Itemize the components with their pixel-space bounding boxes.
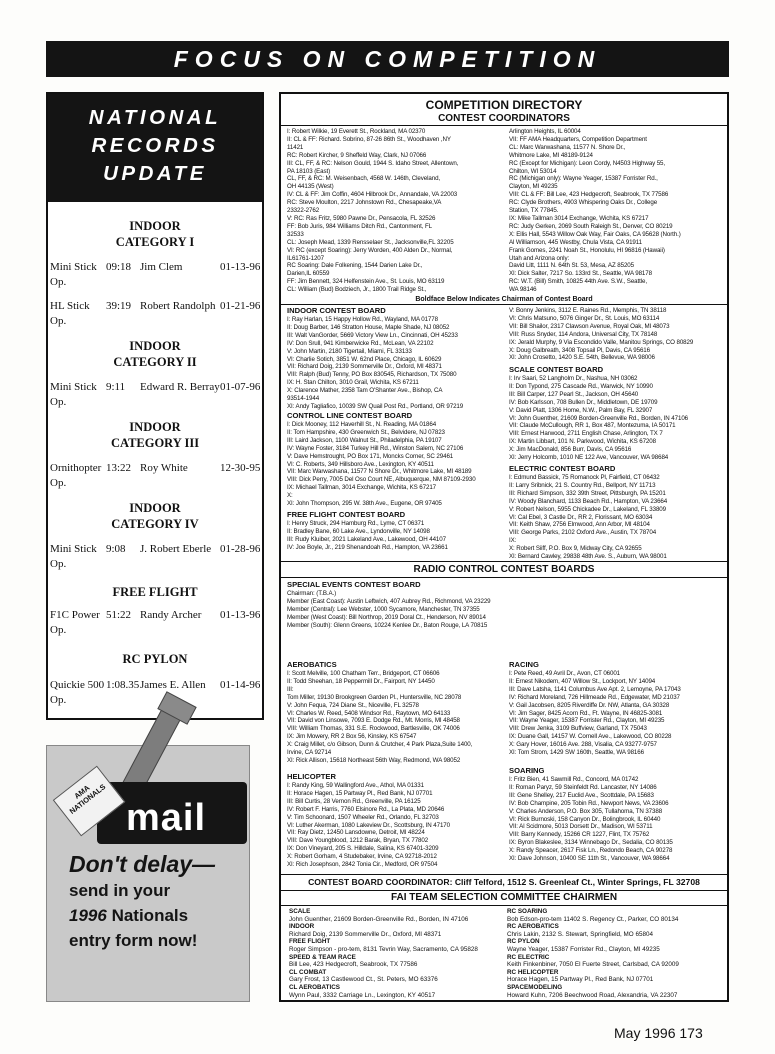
divider xyxy=(281,905,727,906)
directory-entry: II: Larry Sribnick, 21 S. Country Rd., Bellport, NY 11713 xyxy=(509,481,656,489)
fai-chairman: Wynn Paul, 3332 Carriage Ln., Lexington, KY 40517 xyxy=(289,991,436,999)
directory-entry: IL61761-1207 xyxy=(287,254,324,262)
directory-entry: Utah and Arizona only: xyxy=(509,254,570,262)
directory-entry: VIII: Dick Perry, 7005 Del Oso Court NE, Albuquerque, NM 87109-2930 xyxy=(287,476,476,484)
directory-entry: IV: Bob Karlsson, 708 Bullen Dr., Middletown, DE 19709 xyxy=(509,398,658,406)
directory-entry: V: John Martin, 2180 Tigertail, Miami, FL 33133 xyxy=(287,347,412,355)
directory-entry: 93514-1944 xyxy=(287,395,320,403)
records-title-line: NATIONAL xyxy=(88,106,222,129)
directory-entry: VIII: CL & FF: Bill Lee, 423 Hedgecroft, Seabrook, TX 77586 xyxy=(509,191,669,199)
directory-entry: VII: Richard Doig, 2139 Sommerville Dr., Oxford, MI 48371 xyxy=(287,363,442,371)
fai-category: RC SOARING xyxy=(507,908,548,915)
divider xyxy=(281,561,727,562)
records-title xyxy=(48,94,262,202)
directory-entry: RC: W.T. (Bill) Smith, 10825 44th Ave. S.W., Seattle, xyxy=(509,278,647,286)
directory-entry: IV: Wayne Foster, 3184 Turkey Hill Rd., Winston Salem, NC 27106 xyxy=(287,444,464,452)
directory-entry: V: RC: Ras Fritz, 5980 Pawne Dr., Pensacola, FL 32526 xyxy=(287,214,436,222)
directory-entry: WA 98146 xyxy=(509,286,537,294)
directory-entry: X: Jim MacDonald, 856 Burr, Davis, CA 95616 xyxy=(509,446,632,454)
directory-entry: III: Gene Shelley, 217 Euclid Ave., Scottdale, PA 15683 xyxy=(509,791,654,799)
directory-entry: RC: Robert Kircher, 9 Sheffeld Way, Clark, NJ 07066 xyxy=(287,151,427,159)
directory-entry: X: Robert Siiff, P.O. Box 9, Midway City, CA 92655 xyxy=(509,545,642,553)
directory-entry: V: Dave Hemstrought, PO Box 171, Moncks Corner, SC 29461 xyxy=(287,452,454,460)
special-events-list xyxy=(287,590,587,630)
directory-entry: CL: William (Bud) Bodziech, Jr., 1800 Trail Ridge St., xyxy=(287,286,427,294)
directory-entry: III: Richard Simpson, 332 39th Street, Pittsburgh, PA 15201 xyxy=(509,489,666,497)
indoor-board-list-continued xyxy=(509,307,727,362)
nationals-mail-ad xyxy=(46,745,250,1002)
directory-entry: VII: Marc Warwashana, 11577 N Shore Dr., Whitmore Lake, MI 48189 xyxy=(287,468,472,476)
scale-board-list xyxy=(509,375,727,462)
directory-entry: Tom Miller, 19130 Brookgreen Garden Pl., Huntersville, NC 28078 xyxy=(287,693,462,701)
ad-headline: Don't delay— xyxy=(69,851,216,877)
category-heading: RC PYLON xyxy=(122,652,188,666)
fai-chairman: Wayne Yeager, 15387 Forrister Rd., Clayton, MI 49235 xyxy=(507,945,660,953)
directory-entry: Member (West Coast): Bill Northrop, 2019 Doral Ct., Henderson, NV 89014 xyxy=(287,613,486,621)
coordinators-left xyxy=(287,128,509,294)
directory-entry: VI: Cal Ebel, 3 Castle Dr., RR 2, Florissant, MO 63034 xyxy=(509,513,653,521)
directory-entry: David Litt, 1111 N. 64th St. 53, Mesa, AZ 85205 xyxy=(509,262,634,270)
scale-board-heading: SCALE CONTEST BOARD xyxy=(509,365,604,374)
fai-chairman: Bob Edson-pro-tem 11402 S. Regency Ct., Parker, CO 80134 xyxy=(507,915,679,923)
directory-entry: II: Horace Hagen, 15 Partway Pl., Red Bank, NJ 07701 xyxy=(287,789,433,797)
fai-category: SCALE xyxy=(289,908,311,915)
electric-board-list xyxy=(509,474,727,561)
directory-entry: Al Williamson, 445 Westby, Chula Vista, CA 91911 xyxy=(509,238,642,246)
divider xyxy=(281,874,727,875)
directory-entry: III: Bill Carper, 127 Pearl St., Jackson, OH 45640 xyxy=(509,390,639,398)
directory-entry: IX: Duane Gall, 14157 W. Cornell Ave., Lakewood, CO 80228 xyxy=(509,733,672,741)
directory-entry: VII: Ray Dietz, 12450 Lansdowne, Detroit, MI 48224 xyxy=(287,829,425,837)
special-events-heading: SPECIAL EVENTS CONTEST BOARD xyxy=(287,580,421,589)
directory-entry: V: John Fequa, 724 Diane St., Niceville, FL 32578 xyxy=(287,701,419,709)
directory-entry: IV: Richard Moreland, 726 Hillmeade Rd., Edgewater, MD 21037 xyxy=(509,693,680,701)
directory-entry: V: David Platt, 1306 Home, N.W., Palm Bay, FL 32907 xyxy=(509,406,653,414)
directory-entry: Irvine, CA 92714 xyxy=(287,749,332,757)
fai-category: FREE FLIGHT xyxy=(289,938,331,946)
directory-entry: XI: Dave Johnson, 10400 SE 11th St., Vancouver, WA 98664 xyxy=(509,855,670,863)
fai-chairman: Chris Lakin, 2132 S. Stewart, Springfield, MO 65804 xyxy=(507,930,653,938)
directory-entry: VI: Rick Burnoski, 158 Canyon Dr., Bolingbrook, IL 60440 xyxy=(509,815,661,823)
records-title-line: UPDATE xyxy=(103,162,207,185)
directory-entry: 32533 xyxy=(287,230,304,238)
fai-chairmen-left xyxy=(289,908,504,999)
directory-entry: V: Gail Jacobsen, 8205 Riverdiffe Dr. NW, Atlanta, GA 30328 xyxy=(509,701,670,709)
directory-entry: III: Rudy Kluiber, 2021 Lakeland Ave., Lakewood, OH 44107 xyxy=(287,535,446,543)
directory-entry: IV: Don Srull, 941 Kimberwicke Rd., McLean, VA 22102 xyxy=(287,339,434,347)
directory-entry: I: Pete Reed, 49 Avril Dr., Avon, CT 06001 xyxy=(509,670,621,677)
directory-entry: I: Irv Saari, 52 Langholm Dr., Nashua, NH 03062 xyxy=(509,375,638,382)
directory-entry: X: Robert Gorham, 4 Studebaker, Irvine, CA 92718-2012 xyxy=(287,853,437,861)
mail-word: mail xyxy=(125,797,207,839)
ad-line: 1996 Nationals xyxy=(69,906,189,925)
directory-entry: Arlington Heights, IL 60004 xyxy=(509,128,581,135)
directory-entry: IV: Woody Blanchard, 1133 Beach Rd., Hampton, VA 23664 xyxy=(509,497,668,505)
directory-entry: XI: Dick Salter, 7217 So. 133rd St., Seattle, WA 98178 xyxy=(509,270,652,278)
directory-entry: VII: Al Scidmore, 5013 Dorsett Dr., Madison, WI 53711 xyxy=(509,823,653,831)
directory-entry: IX: Jerald Murphy, 9 Via Escondido Valle, Manitou Springs, CO 80829 xyxy=(509,338,694,346)
directory-entry: II: Ernest Nikodem, 407 Willow St., Lockport, NY 14094 xyxy=(509,677,656,685)
directory-entry: III: Dave Latsha, 1141 Columbus Ave Apt. 2, Lemoyne, PA 17043 xyxy=(509,685,681,693)
directory-entry: II: CL & FF: Richard. Sobrino, 87-26 86th St., Woodhaven ,NY xyxy=(287,135,451,143)
directory-entry: RC: Clyde Brothers, 4903 Whispering Oaks Dr., College xyxy=(509,199,658,207)
directory-entry: IX: Martin Libbart, 101 N. Parkwood, Wichita, KS 67208 xyxy=(509,438,656,446)
directory-entry: PA 18103 (East) xyxy=(287,167,331,175)
section-banner: FOCUS ON COMPETITION xyxy=(46,41,729,77)
directory-entry: IX: xyxy=(509,537,517,545)
directory-entry: XI: Bernard Cawley, 29838 48th Ave. S., Auburn, WA 98001 xyxy=(509,553,667,561)
directory-entry: RC (Except for Michigan): Leon Cordy, N4503 Highway 55, xyxy=(509,159,666,167)
directory-entry: VII: Bill Shailor, 2317 Clawson Avenue, Royal Oak, MI 48073 xyxy=(509,322,670,330)
directory-entry: IX: Mike Tallman 3014 Exchange, Wichita, KS 67217 xyxy=(509,214,649,222)
directory-entry: CL: Joseph Mead, 1339 Rensselaer St., Jacksonville,FL 32205 xyxy=(287,238,454,246)
directory-entry: I: Fritz Bien, 41 Sawmill Rd., Concord, MA 01742 xyxy=(509,776,639,783)
directory-entry: RC Soaring: Dale Folkening, 1544 Darien Lake Dr., xyxy=(287,262,423,270)
directory-entry: XI: John Crosetto, 1420 S.E. 54th, Bellevue, WA 98006 xyxy=(509,354,655,362)
directory-entry: III: Laird Jackson, 1100 Walnut St., Philadelphia, PA 19107 xyxy=(287,436,442,444)
category-heading: FREE FLIGHT xyxy=(112,585,198,599)
fai-chairman: Gary Frost, 13 Castlewood Ct., St. Peters, MO 63376 xyxy=(289,976,438,984)
fai-category: RC HELICOPTER xyxy=(507,968,559,976)
fai-chairman: Bill Lee, 423 Hedgecroft, Seabrook, TX 77586 xyxy=(289,961,418,969)
directory-entry: X: Doug Galbreath, 3408 Topsail Pl, Davis, CA 95616 xyxy=(509,346,650,354)
rc-boards-title: RADIO CONTROL CONTEST BOARDS xyxy=(413,564,595,575)
directory-entry: XI: Rick Allison, 15618 Northeast 56th Way, Redmond, WA 98052 xyxy=(287,756,461,764)
indoor-board-list xyxy=(287,316,509,411)
directory-entry: VI: Charles W. Reed, 5408 Windsor Rd., Raytown, MO 64133 xyxy=(287,709,451,717)
directory-entry: XI: Rich Josephson, 2842 Tonia Cir., Medford, OR 97504 xyxy=(287,861,438,869)
directory-entry: X: Clarence Mather, 2358 Tam O'Shanter Ave., Bishop, CA xyxy=(287,387,443,395)
directory-entry: IX: Michael Tallman, 3014 Exchange, Wichita, KS 67217 xyxy=(287,484,437,492)
directory-entry: X: xyxy=(287,492,293,500)
directory-entry: Chairman: (T.B.A.) xyxy=(287,590,337,597)
category-heading: INDOOR CATEGORY II xyxy=(113,339,197,369)
competition-directory xyxy=(279,92,729,1002)
electric-board-heading: ELECTRIC CONTEST BOARD xyxy=(509,464,616,473)
record-row: Ornithopter Op. 13:22 Roy White 12-30-95 xyxy=(50,462,261,489)
fai-chairman: John Guenther, 21609 Borden-Greenville Rd., Borden, IN 47106 xyxy=(289,915,469,923)
category-heading: INDOOR CATEGORY III xyxy=(110,420,200,450)
directory-entry: XI: Jerry Holcomb, 1010 NE 122 Ave, Vancouver, WA 98684 xyxy=(509,454,669,462)
directory-entry: XI: John Thompson, 295 W. 38th Ave., Eugene, OR 97405 xyxy=(287,500,442,508)
directory-entry: IV: CL & FF: Jim Coffin, 4604 Hilbrook Dr., Annandale, VA 22003 xyxy=(287,191,458,199)
directory-entry: RC (Michigan only): Wayne Yeager, 15387 Forrister Rd., xyxy=(509,175,658,183)
directory-entry: VII: Keith Shaw, 2756 Elmwood, Ann Arbor, MI 48104 xyxy=(509,521,650,529)
directory-entry: Member (East Coast): Austin Leftwich, 407 Aubrey Rd., Richmond, VA 23229 xyxy=(287,597,491,605)
directory-entry: I: Scott Melville, 100 Chatham Terr., Bridgeport, CT 06606 xyxy=(287,670,440,677)
directory-entry: II: Roman Paryz, 59 Steinfeldt Rd. Lancaster, NY 14086 xyxy=(509,783,657,791)
national-records-panel xyxy=(46,92,264,720)
fai-category: INDOOR xyxy=(289,923,315,931)
directory-title: COMPETITION DIRECTORY xyxy=(425,98,583,112)
record-row: Mini Stick Op. 09:18 Jim Clem 01-13-96 xyxy=(50,261,261,288)
directory-entry: VIII: Ralph (Bud) Tenny, PO Box 830545, Richardson, TX 75080 xyxy=(287,371,457,379)
category-heading: INDOOR CATEGORY I xyxy=(115,219,195,249)
fai-category: SPACEMODELING xyxy=(507,983,563,991)
soaring-heading: SOARING xyxy=(509,766,545,775)
directory-entry: VI: Jim Sager, 8425 Acorn Rd., Ft. Wayne, IN 46825-3081 xyxy=(509,709,663,717)
record-row: F1C Power Op. 51:22 Randy Archer 01-13-96 xyxy=(50,609,261,636)
helicopter-list xyxy=(287,782,509,869)
free-flight-heading: FREE FLIGHT CONTEST BOARD xyxy=(287,510,406,519)
fai-chairman: Richard Doig, 2139 Sommerville Dr., Oxford, MI 48371 xyxy=(289,930,442,938)
directory-entry: CL: Marc Warwashana, 11577 N. Shore Dr., xyxy=(509,143,626,151)
directory-entry: RC: Steve Moulton, 2217 Johnstown Rd., Chesapeake,VA xyxy=(287,199,442,207)
directory-entry: V: Charles Anderson, P.O. Box 305, Tullahoma, TN 37388 xyxy=(509,807,663,815)
directory-entry: Clayton, MI 49235 xyxy=(509,183,558,191)
ad-line: entry form now! xyxy=(69,931,198,950)
directory-entry: X: Ellis Hall, 5543 Willow Oak Way, Fair Oaks, CA 95628 (North.) xyxy=(509,230,681,238)
coordinators-title: CONTEST COORDINATORS xyxy=(438,113,570,124)
directory-entry: I: Edmund Bassick, 75 Romanock Pl, Fairfield, CT 06432 xyxy=(509,474,660,481)
directory-entry: 11421 xyxy=(287,143,304,151)
directory-entry: IV: Bob Champine, 205 Tobin Rd., Newport News, VA 23606 xyxy=(509,799,669,807)
boldface-note: Boldface Below Indicates Chairman of Contest Board xyxy=(415,296,593,303)
directory-entry: VIII: Russ Snyder, 114 Andora, Universal City, TX 78148 xyxy=(509,330,658,338)
directory-entry: I: Ray Harlan, 15 Happy Hollow Rd., Wayland, MA 01778 xyxy=(287,316,438,323)
directory-entry: II: Don Typond, 275 Cascade Rd., Warwick, NY 10990 xyxy=(509,382,653,390)
directory-entry: VIII: Dave Youngblood, 1212 Barak, Bryan, TX 77802 xyxy=(287,837,429,845)
free-flight-list xyxy=(287,520,509,552)
directory-entry: VI: Charlie Sotich, 3851 W. 62nd Place, Chicago, IL 60629 xyxy=(287,355,442,363)
racing-heading: RACING xyxy=(509,660,539,669)
directory-entry: IX: H. Stan Chilton, 3010 Grail, Wichita, KS 67211 xyxy=(287,379,419,387)
directory-entry: Frank Gomes, 2241 Noah St., Honolulu, HI 96816 (Hawaii) xyxy=(509,246,665,254)
ad-line: send in your xyxy=(69,881,171,900)
directory-entry: FF: Bob Juris, 984 Williams Ditch Rd., Cantonment, FL xyxy=(287,222,432,230)
directory-entry: RC: Judy Gerken, 2069 South Raleigh St., Denver, CO 80219 xyxy=(509,222,673,230)
directory-entry: Darien,IL 60559 xyxy=(287,270,330,278)
directory-entry: Chilton, WI 53014 xyxy=(509,167,557,175)
directory-entry: I: Robert Wilkie, 19 Everett St., Rockland, MA 02370 xyxy=(287,128,426,135)
soaring-list xyxy=(509,776,727,863)
indoor-board-heading: INDOOR CONTEST BOARD xyxy=(287,306,386,315)
record-row: HL Stick Op. 39:19 Robert Randolph 01-21-96 xyxy=(50,300,261,327)
divider xyxy=(281,125,727,126)
directory-entry: II: Doug Barber, 146 Stratton House, Maple Shade, NJ 08052 xyxy=(287,323,450,331)
directory-entry: VIII: Drew Jenka, 3109 Buffview, Garland, TX 75043 xyxy=(509,725,647,733)
fai-category: RC AEROBATICS xyxy=(507,923,559,931)
directory-entry: 23322-2762 xyxy=(287,207,320,215)
directory-entry: IV: Robert F. Harris, 7760 Elsinore Rd., La Plata, MD 20646 xyxy=(287,805,445,813)
contest-board-coordinator: CONTEST BOARD COORDINATOR: Cliff Telford, 1512 S. Greenleaf Ct., Winter Springs, FL 32708 xyxy=(308,877,700,887)
directory-entry: VIII: William Thomas, 331 S.E. Rockwood, Bartlesville, OK 74006 xyxy=(287,725,460,733)
divider xyxy=(281,577,727,578)
page-footer: May 1996 173 xyxy=(614,1025,703,1041)
directory-entry: VI: John Guenther, 21609 Borden-Greenville Rd., Borden, IN 47106 xyxy=(509,414,688,422)
record-row: Mini Stick Op. 9:11 Edward R. Berray 01-07-96 xyxy=(50,381,261,408)
directory-entry: XI: Andy Tagliafico, 10039 SW Quail Post Rd., Portland, OR 97219 xyxy=(287,402,464,410)
directory-entry: II: Tom Hampshire, 430 Greenwich St., Belvidere, NJ 07823 xyxy=(287,428,445,436)
fai-chairman: Keith Finkenbiner, 7050 El Fuerte Street, Carlsbad, CA 92009 xyxy=(507,961,679,969)
directory-entry: III: Walt VanGorder, 5669 Victory View Ln., Cincinnati, OH 45233 xyxy=(287,331,458,339)
fai-category: CL COMBAT xyxy=(289,968,327,976)
coordinators-right xyxy=(509,128,727,294)
divider xyxy=(281,304,727,305)
directory-entry: VI: C. Roberts, 349 Hillsboro Ave., Lexington, KY 40511 xyxy=(287,460,434,468)
directory-entry: X: Craig Millet, c/o Gibson, Dunn & Crutcher, 4 Park Plaza,Suite 1400, xyxy=(287,741,473,749)
directory-entry: Station, TX 77845. xyxy=(509,207,559,215)
aerobatics-heading: AEROBATICS xyxy=(287,660,337,669)
fai-category: RC PYLON xyxy=(507,938,540,946)
directory-entry: X: Gary Hover, 16016 Ave. 288, Visalia, CA 93277-9757 xyxy=(509,741,657,749)
directory-entry: Whitmore Lake, MI 48189-9124 xyxy=(509,151,593,159)
directory-entry: VII: Wayne Yeager, 15387 Forrister Rd., Clayton, MI 49235 xyxy=(509,717,665,725)
racing-list xyxy=(509,670,727,757)
record-row: Mini Stick Op. 9:08 J. Robert Eberle 01-28-96 xyxy=(50,543,261,570)
directory-entry: VI: RC (except Soaring): Jerry Worden, 400 Alden Dr., Normal, xyxy=(287,246,453,254)
directory-entry: VIII: George Parks, 2102 Oxford Ave., Austin, TX 78704 xyxy=(509,529,657,537)
directory-entry: III: xyxy=(287,685,294,693)
directory-entry: Member (South): Glenn Greens, 10224 Kenlee Dr., Baton Rouge, LA 70815 xyxy=(287,621,488,629)
fai-chairman: Roger Simpson - pro-tem, 8131 Tevrin Way, Sacramento, CA 95828 xyxy=(289,945,478,953)
directory-entry: II: Bradley Bane, 60 Lake Ave., Lyndonville, NY 14098 xyxy=(287,527,430,535)
directory-entry: II: Todd Sheehan, 18 Peppermill Dr., Fairport, NY 14450 xyxy=(287,677,435,685)
directory-entry: IV: Joe Boyle, Jr., 219 Shenandoah Rd., Hampton, VA 23661 xyxy=(287,543,448,551)
directory-entry: V: Bonny Jenkins, 3112 E. Raines Rd., Memphis, TN 38118 xyxy=(509,307,667,314)
directory-entry: X: Randy Speacer, 2617 Fisk Ln., Redondo Beach, CA 90278 xyxy=(509,847,673,855)
aerobatics-list xyxy=(287,670,509,765)
directory-entry: VI: Luther Akerman, 1080 Lakeview Dr., Scottsburg, IN 47170 xyxy=(287,821,450,829)
directory-entry: V: Tim Schoonard, 1507 Wheeler Rd., Orlando, FL 32703 xyxy=(287,813,439,821)
directory-entry: I: Randy King, 59 Wallingford Ave., Athol, MA 01331 xyxy=(287,782,424,789)
directory-entry: VIII: Ernest Harwood, 2711 English Chase, Arlington, TX 7 xyxy=(509,430,663,438)
record-row: Quickie 500 Op. 1:08.35 James E. Allen 01-14-96 xyxy=(50,679,261,706)
helicopter-heading: HELICOPTER xyxy=(287,772,336,781)
directory-entry: VII: David von Linsowe, 7093 E. Dodge Rd., Mt. Morris, MI 48458 xyxy=(287,717,460,725)
directory-entry: IX: Don Vineyard, 205 S. Hilldale, Salina, KS 67401-3209 xyxy=(287,845,439,853)
directory-entry: III: Bill Curtis, 28 Vernon Rd., Greenville, PA 16125 xyxy=(287,797,421,805)
directory-entry: I: Henry Struck, 294 Hamburg Rd., Lyme, CT 06371 xyxy=(287,520,425,527)
fai-category: CL AEROBATICS xyxy=(289,983,340,991)
directory-entry: OH 44135 (West) xyxy=(287,183,334,191)
control-line-list xyxy=(287,421,509,508)
fai-chairman: Horace Hagen, 15 Partway Pl., Red Bank, NJ 07701 xyxy=(507,976,654,984)
directory-entry: XI: Tom Strom, 1429 SW 160th, Seattle, WA 98166 xyxy=(509,749,644,757)
fai-committee-title: FAI TEAM SELECTION COMMITTEE CHAIRMEN xyxy=(390,892,618,903)
directory-entry: VIII: Barry Kennedy, 15266 CR 1227, Flint, TX 75762 xyxy=(509,831,650,839)
fai-category: SPEED & TEAM RACE xyxy=(289,953,356,961)
directory-entry: VII: Claude McCullough, RR 1, Box 487, Montezuma, IA 50171 xyxy=(509,422,676,430)
control-line-heading: CONTROL LINE CONTEST BOARD xyxy=(287,411,413,420)
directory-entry: Member (Central): Lee Webster, 1000 Sycamore, Manchester, TN 37355 xyxy=(287,605,480,613)
fai-category: RC ELECTRIC xyxy=(507,953,550,961)
directory-entry: III: CL, FF, & RC: Nelson Gould, 1944 S. Idaho Street, Allentown, xyxy=(287,159,459,167)
directory-entry: VII: FF AMA Headquarters, Competition Department xyxy=(509,135,647,143)
category-heading: INDOOR CATEGORY IV xyxy=(111,501,199,531)
directory-entry: I: Dick Mooney, 112 Haverhill St., N. Reading, MA 01864 xyxy=(287,421,437,428)
nationals-tag: AMA NATIONALS xyxy=(53,766,125,837)
records-title-line: RECORDS xyxy=(91,134,219,157)
fai-chairmen-right xyxy=(507,908,725,999)
directory-entry: V: Robert Nelson, 5955 Chickadee Dr., Lakeland, FL 33809 xyxy=(509,505,666,513)
divider xyxy=(281,890,727,891)
fai-chairman: Howard Kuhn, 7206 Beechwood Road, Alexandria, VA 22307 xyxy=(507,991,678,999)
directory-entry: IX: Byron Blakeslee, 3134 Winnebago Dr., Sedalia, CO 80135 xyxy=(509,839,673,847)
directory-entry: IX: Jim Mowery, RR 2 Box 56, Kinsley, KS 67547 xyxy=(287,733,417,741)
directory-entry: VI: Chris Matsuno, 5076 Ginger Dr., St. Louis, MO 63114 xyxy=(509,314,660,322)
directory-entry: FF: Jim Bennett, 324 Helfenstein Ave., St. Louis, MO 63119 xyxy=(287,278,445,286)
directory-entry: CL, FF, & RC: M. Weisenbach, 4568 W. 146th, Cleveland, xyxy=(287,175,441,183)
